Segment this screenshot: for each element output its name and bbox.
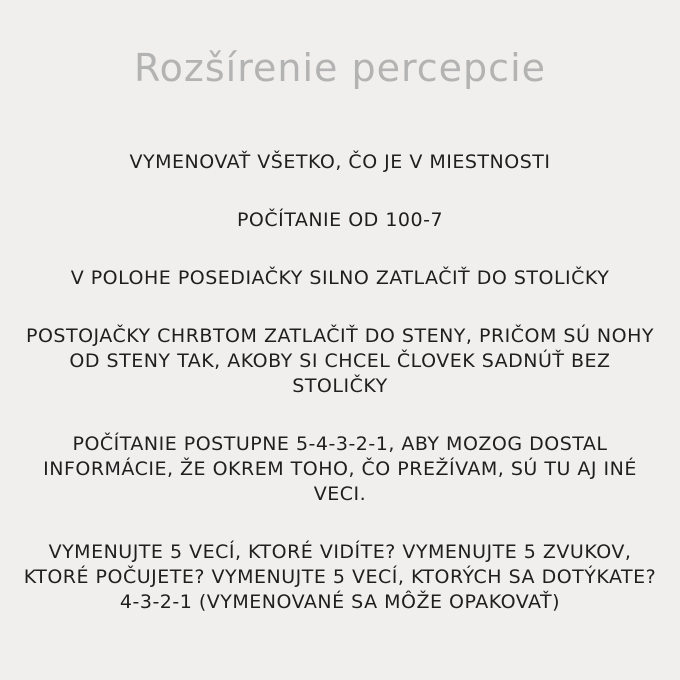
technique-list bbox=[20, 150, 660, 615]
list-item: POSTOJAČKY CHRBTOM ZATLAČIŤ DO STENY, PRIČOM SÚ NOHY OD STENY TAK, AKOBY SI CHCEL ČLOVEK SADNÚŤ BEZ STOLIČKY bbox=[26, 325, 654, 397]
list-item: POČÍTANIE OD 100-7 bbox=[236, 209, 444, 231]
page-title: Rozšírenie percepcie bbox=[133, 46, 547, 90]
list-item: V POLOHE POSEDIAČKY SILNO ZATLAČIŤ DO STOLIČKY bbox=[70, 267, 610, 289]
list-item: VYMENOVAŤ VŠETKO, ČO JE V MIESTNOSTI bbox=[129, 151, 551, 173]
list-item: VYMENUJTE 5 VECÍ, KTORÉ VIDÍTE? VYMENUJTE 5 ZVUKOV, KTORÉ POČUJETE? VYMENUJTE 5 VECÍ, KTORÝCH SA DOTÝKATE? 4-3-2-1 (VYMENOVANÉ SA MÔŽE OPAKOVAŤ) bbox=[23, 541, 657, 613]
list-item: POČÍTANIE POSTUPNE 5-4-3-2-1, ABY MOZOG DOSTAL INFORMÁCIE, ŽE OKREM TOHO, ČO PREŽÍVAM, SÚ TU AJ INÉ VECI. bbox=[43, 433, 637, 505]
